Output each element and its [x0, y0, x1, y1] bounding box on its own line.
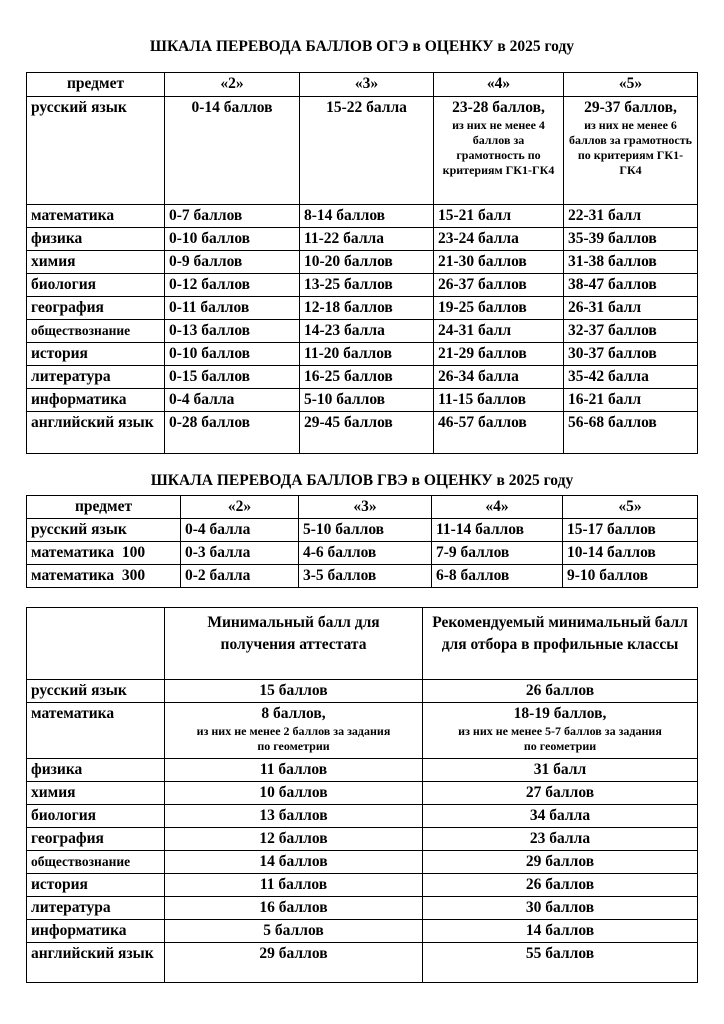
rec-cell: 26 баллов	[423, 874, 698, 897]
grade-cell: 10-20 баллов	[300, 251, 434, 274]
oge-header-row	[27, 73, 698, 97]
grade-cell: 5-10 баллов	[299, 519, 432, 542]
grade-cell: 26-37 баллов	[434, 274, 564, 297]
table-row	[27, 205, 698, 228]
grade-cell: 0-15 баллов	[165, 366, 300, 389]
oge-table	[26, 72, 698, 454]
subject-cell: обществознание	[27, 851, 165, 874]
grade-cell: 0-13 баллов	[165, 320, 300, 343]
subject-cell: биология	[27, 274, 165, 297]
grade-cell: 12-18 баллов	[300, 297, 434, 320]
rec-cell: 34 балла	[423, 805, 698, 828]
grade-cell	[434, 97, 564, 205]
grade-cell: 35-39 баллов	[564, 228, 698, 251]
rec-cell: 29 баллов	[423, 851, 698, 874]
grade-cell: 10-14 баллов	[563, 542, 698, 565]
grade-cell: 32-37 баллов	[564, 320, 698, 343]
grade-cell: 0-7 баллов	[165, 205, 300, 228]
grade-cell: 19-25 баллов	[434, 297, 564, 320]
oge-title: ШКАЛА ПЕРЕВОДА БАЛЛОВ ОГЭ в ОЦЕНКУ в 2025 году	[149, 38, 575, 55]
subject-cell: английский язык	[27, 943, 165, 983]
grade-cell: 29-45 баллов	[300, 412, 434, 454]
minimum-table	[26, 607, 698, 983]
grade-cell: 8-14 баллов	[300, 205, 434, 228]
gve-header-subject: предмет	[27, 496, 181, 519]
table-row	[27, 782, 698, 805]
grade-cell: 0-2 балла	[181, 565, 299, 588]
rec-cell: 55 баллов	[423, 943, 698, 983]
minimum-header-col2: Рекомендуемый минимальный балл для отбора в профильные классы	[423, 608, 698, 680]
grade-cell: 16-25 баллов	[300, 366, 434, 389]
min-cell: 16 баллов	[165, 897, 423, 920]
table-row	[27, 274, 698, 297]
grade-main: 23-28 баллов,	[452, 99, 545, 116]
grade-cell: 5-10 баллов	[300, 389, 434, 412]
grade-cell: 30-37 баллов	[564, 343, 698, 366]
grade-cell: 0-10 баллов	[165, 228, 300, 251]
subject-cell: история	[27, 343, 165, 366]
table-row	[27, 851, 698, 874]
oge-header-grade-5: «5»	[564, 73, 698, 97]
subject-cell: физика	[27, 759, 165, 782]
rec-cell	[423, 703, 698, 759]
grade-cell: 3-5 баллов	[299, 565, 432, 588]
table-row	[27, 703, 698, 759]
minimum-header-empty	[27, 608, 165, 680]
minimum-header-col1: Минимальный балл для получения аттестата	[165, 608, 423, 680]
table-row	[27, 389, 698, 412]
grade-cell: 31-38 баллов	[564, 251, 698, 274]
table-row	[27, 542, 698, 565]
min-cell: 11 баллов	[165, 874, 423, 897]
subject-cell: география	[27, 297, 165, 320]
gve-table	[26, 495, 698, 588]
table-row	[27, 805, 698, 828]
subject-cell: математика 300	[27, 565, 181, 588]
min-cell: 15 баллов	[165, 680, 423, 703]
subject-cell: литература	[27, 366, 165, 389]
grade-cell: 14-23 балла	[300, 320, 434, 343]
rec-note: из них не менее 5-7 баллов за задания по геометрии	[458, 724, 662, 753]
subject-cell: математика 100	[27, 542, 181, 565]
grade-note: из них не менее 4 баллов за грамотность по критериям ГК1-ГК4	[442, 118, 555, 177]
grade-cell: 0-3 балла	[181, 542, 299, 565]
grade-cell: 22-31 балл	[564, 205, 698, 228]
table-row	[27, 343, 698, 366]
subject-cell: математика	[27, 703, 165, 759]
min-cell	[165, 703, 423, 759]
subject-cell: русский язык	[27, 519, 181, 542]
gve-header-grade-4: «4»	[432, 496, 563, 519]
grade-cell: 38-47 баллов	[564, 274, 698, 297]
grade-cell: 0-12 баллов	[165, 274, 300, 297]
min-cell: 14 баллов	[165, 851, 423, 874]
gve-header-grade-5: «5»	[563, 496, 698, 519]
rec-cell: 26 баллов	[423, 680, 698, 703]
oge-header-grade-3: «3»	[300, 73, 434, 97]
grade-cell: 26-31 балл	[564, 297, 698, 320]
grade-cell: 24-31 балл	[434, 320, 564, 343]
subject-cell: биология	[27, 805, 165, 828]
gve-header-grade-2: «2»	[181, 496, 299, 519]
table-row	[27, 874, 698, 897]
min-note: из них не менее 2 баллов за задания по геометрии	[196, 724, 391, 753]
min-cell: 10 баллов	[165, 782, 423, 805]
subject-cell: химия	[27, 251, 165, 274]
rec-cell: 27 баллов	[423, 782, 698, 805]
subject-cell: история	[27, 874, 165, 897]
grade-cell: 15-22 балла	[300, 97, 434, 205]
gve-header-row	[27, 496, 698, 519]
subject-cell: информатика	[27, 389, 165, 412]
grade-cell: 11-14 баллов	[432, 519, 563, 542]
grade-cell: 0-9 баллов	[165, 251, 300, 274]
grade-cell: 9-10 баллов	[563, 565, 698, 588]
grade-cell: 0-10 баллов	[165, 343, 300, 366]
grade-cell: 11-15 баллов	[434, 389, 564, 412]
grade-cell: 23-24 балла	[434, 228, 564, 251]
table-row	[27, 897, 698, 920]
grade-cell: 6-8 баллов	[432, 565, 563, 588]
grade-cell: 13-25 баллов	[300, 274, 434, 297]
grade-cell: 35-42 балла	[564, 366, 698, 389]
min-cell: 29 баллов	[165, 943, 423, 983]
grade-cell: 0-14 баллов	[165, 97, 300, 205]
gve-header-grade-3: «3»	[299, 496, 432, 519]
table-row	[27, 519, 698, 542]
rec-cell: 31 балл	[423, 759, 698, 782]
table-row	[27, 412, 698, 454]
grade-cell: 0-4 балла	[165, 389, 300, 412]
grade-cell: 0-4 балла	[181, 519, 299, 542]
grade-cell: 15-21 балл	[434, 205, 564, 228]
grade-cell: 26-34 балла	[434, 366, 564, 389]
table-row	[27, 320, 698, 343]
min-cell: 5 баллов	[165, 920, 423, 943]
subject-cell: обществознание	[27, 320, 165, 343]
min-cell: 11 баллов	[165, 759, 423, 782]
subject-cell: русский язык	[27, 680, 165, 703]
grade-cell: 21-30 баллов	[434, 251, 564, 274]
min-cell: 13 баллов	[165, 805, 423, 828]
min-main: 8 баллов,	[261, 705, 326, 722]
table-row	[27, 565, 698, 588]
grade-cell: 0-28 баллов	[165, 412, 300, 454]
rec-main: 18-19 баллов,	[513, 705, 607, 722]
grade-cell	[564, 97, 698, 205]
subject-cell: химия	[27, 782, 165, 805]
subject-cell: литература	[27, 897, 165, 920]
grade-cell: 46-57 баллов	[434, 412, 564, 454]
grade-cell: 16-21 балл	[564, 389, 698, 412]
grade-cell: 7-9 баллов	[432, 542, 563, 565]
oge-header-grade-2: «2»	[165, 73, 300, 97]
subject-cell: информатика	[27, 920, 165, 943]
grade-cell: 4-6 баллов	[299, 542, 432, 565]
rec-cell: 30 баллов	[423, 897, 698, 920]
grade-cell: 11-22 балла	[300, 228, 434, 251]
table-row	[27, 828, 698, 851]
min-cell: 12 баллов	[165, 828, 423, 851]
oge-header-subject: предмет	[27, 73, 165, 97]
grade-cell: 21-29 баллов	[434, 343, 564, 366]
grade-cell: 11-20 баллов	[300, 343, 434, 366]
subject-cell: физика	[27, 228, 165, 251]
subject-cell: география	[27, 828, 165, 851]
gve-title: ШКАЛА ПЕРЕВОДА БАЛЛОВ ГВЭ в ОЦЕНКУ в 2025 году	[150, 472, 574, 489]
grade-main: 29-37 баллов,	[584, 99, 677, 116]
table-row	[27, 251, 698, 274]
table-row	[27, 920, 698, 943]
subject-cell: русский язык	[27, 97, 165, 205]
grade-cell: 15-17 баллов	[563, 519, 698, 542]
table-row	[27, 297, 698, 320]
table-row	[27, 228, 698, 251]
table-row	[27, 366, 698, 389]
table-row	[27, 680, 698, 703]
rec-cell: 23 балла	[423, 828, 698, 851]
grade-cell: 56-68 баллов	[564, 412, 698, 454]
table-row	[27, 943, 698, 983]
table-row	[27, 759, 698, 782]
grade-cell: 0-11 баллов	[165, 297, 300, 320]
grade-note: из них не менее 6 баллов за грамотность по критериям ГК1-ГК4	[569, 118, 692, 177]
subject-cell: математика	[27, 205, 165, 228]
rec-cell: 14 баллов	[423, 920, 698, 943]
table-row	[27, 97, 698, 205]
oge-header-grade-4: «4»	[434, 73, 564, 97]
minimum-header-row	[27, 608, 698, 680]
subject-cell: английский язык	[27, 412, 165, 454]
